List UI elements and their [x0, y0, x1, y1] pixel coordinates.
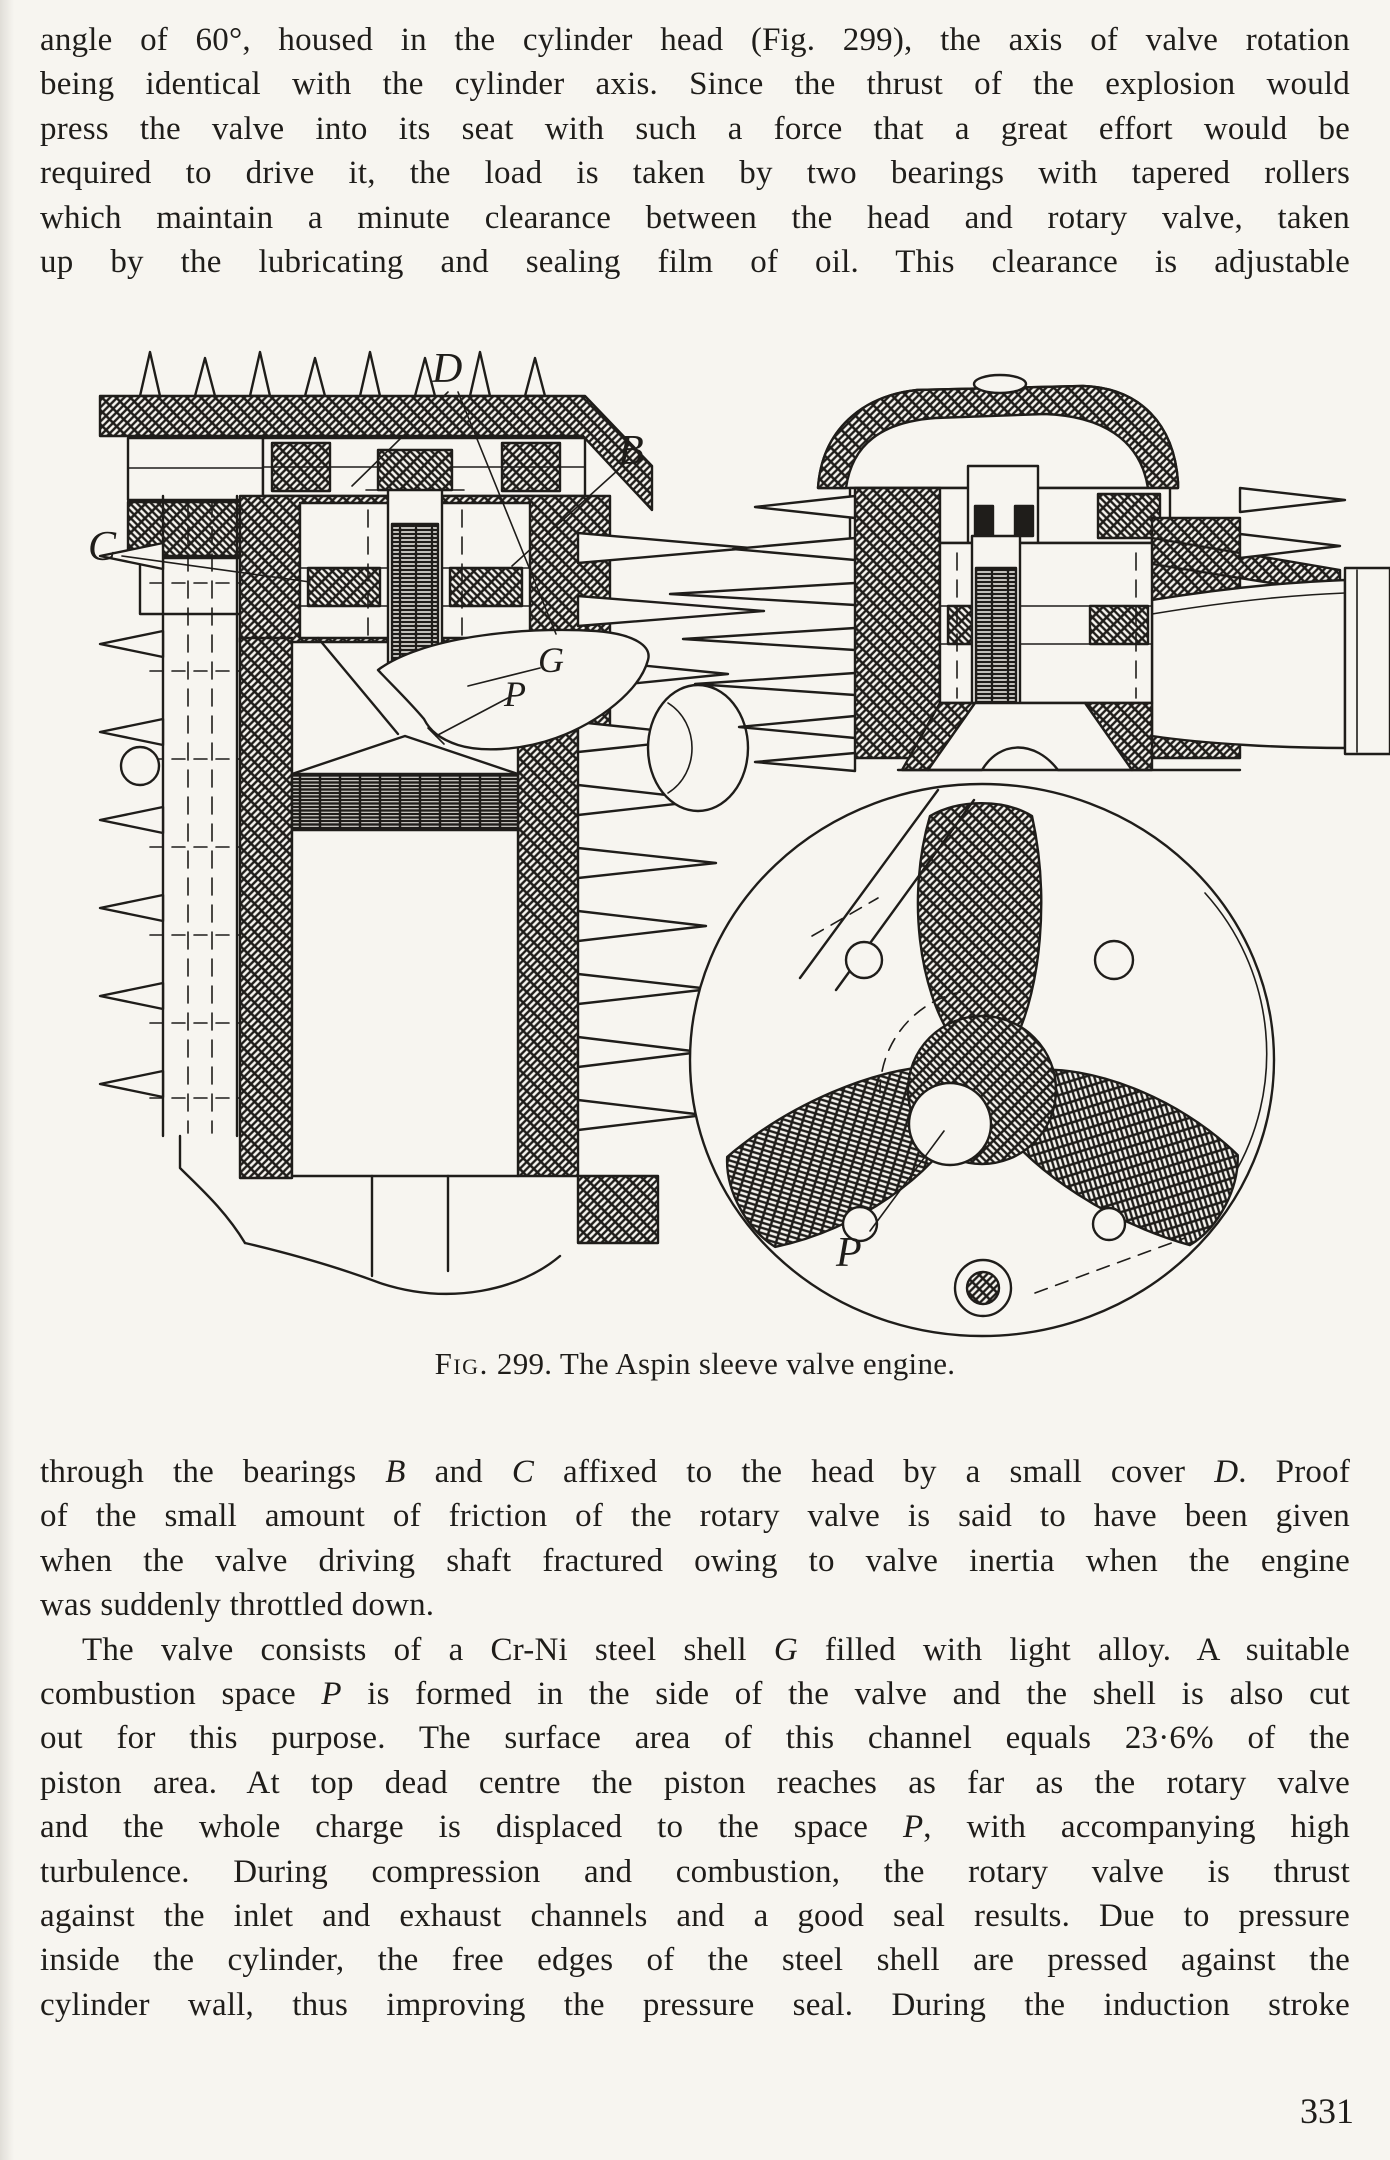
text-line: The valve consists of a Cr-Ni steel shell G filled with light alloy. A suitable: [82, 1631, 1350, 1668]
engine-cross-section-diagram: [0, 338, 1390, 1352]
text-line: against the inlet and exhaust channels and a good seal results. Due to pressure: [40, 1898, 1350, 1935]
figure-left-cross-section: [88, 346, 764, 1294]
text-line: angle of 60°, housed in the cylinder head (Fig. 299), the axis of valve rotation: [40, 22, 1350, 58]
text-line: through the bearings B and C affixed to the head by a small cover D. Proof: [40, 1454, 1351, 1490]
label-p-plan: P: [836, 1230, 862, 1276]
caption-number: 299.: [496, 1346, 553, 1381]
paragraph-bearings: [40, 1450, 1350, 1628]
text-line: was suddenly throttled down.: [40, 1587, 435, 1624]
paragraph-top: [40, 18, 1350, 284]
paragraph-valve-shell: [40, 1628, 1350, 2028]
text-line: being identical with the cylinder axis. Since the thrust of the explosion would: [40, 66, 1350, 103]
text-line: combustion space P is formed in the side of the valve and the shell is also cut: [40, 1676, 1350, 1713]
text-line: out for this purpose. The surface area of this channel equals 23·6% of the: [40, 1720, 1350, 1757]
text-line: required to drive it, the load is taken by two bearings with tapered rollers: [40, 155, 1350, 192]
text-line: of the small amount of friction of the rotary valve is said to have been given: [40, 1498, 1350, 1535]
paragraphs-bottom: [40, 1450, 1350, 2027]
label-b: B: [618, 428, 644, 474]
figure-caption: [0, 1346, 1390, 1382]
text-line: piston area. At top dead centre the piston reaches as far as the rotary valve: [40, 1764, 1350, 1801]
text-line: inside the cylinder, the free edges of the steel shell are pressed against the: [40, 1942, 1350, 1979]
label-c: C: [88, 524, 117, 570]
label-d: D: [432, 346, 463, 392]
text-line: press the valve into its seat with such a force that a great effort would be: [40, 110, 1350, 147]
text-line: when the valve driving shaft fractured owing to valve inertia when the engine: [40, 1542, 1350, 1579]
label-g: G: [538, 640, 564, 680]
page-number: 331: [1300, 2091, 1354, 2131]
text-line: which maintain a minute clearance between the head and rotary valve, taken: [40, 199, 1350, 236]
figure-rotary-valve-plan-view: [690, 784, 1274, 1336]
text-line: cylinder wall, thus improving the pressure seal. During the induction stroke: [40, 1986, 1350, 2023]
label-p-side: P: [504, 674, 526, 714]
figure-right-cross-section: [670, 375, 1390, 771]
text-line: turbulence. During compression and combustion, the rotary valve is thrust: [40, 1853, 1350, 1890]
caption-text: The Aspin sleeve valve engine.: [559, 1346, 956, 1381]
text-line: up by the lubricating and sealing film of oil. This clearance is adjustable: [40, 244, 1350, 281]
caption-prefix: Fig.: [434, 1346, 489, 1381]
text-line: and the whole charge is displaced to the space P, with accompanying high: [40, 1809, 1351, 1846]
